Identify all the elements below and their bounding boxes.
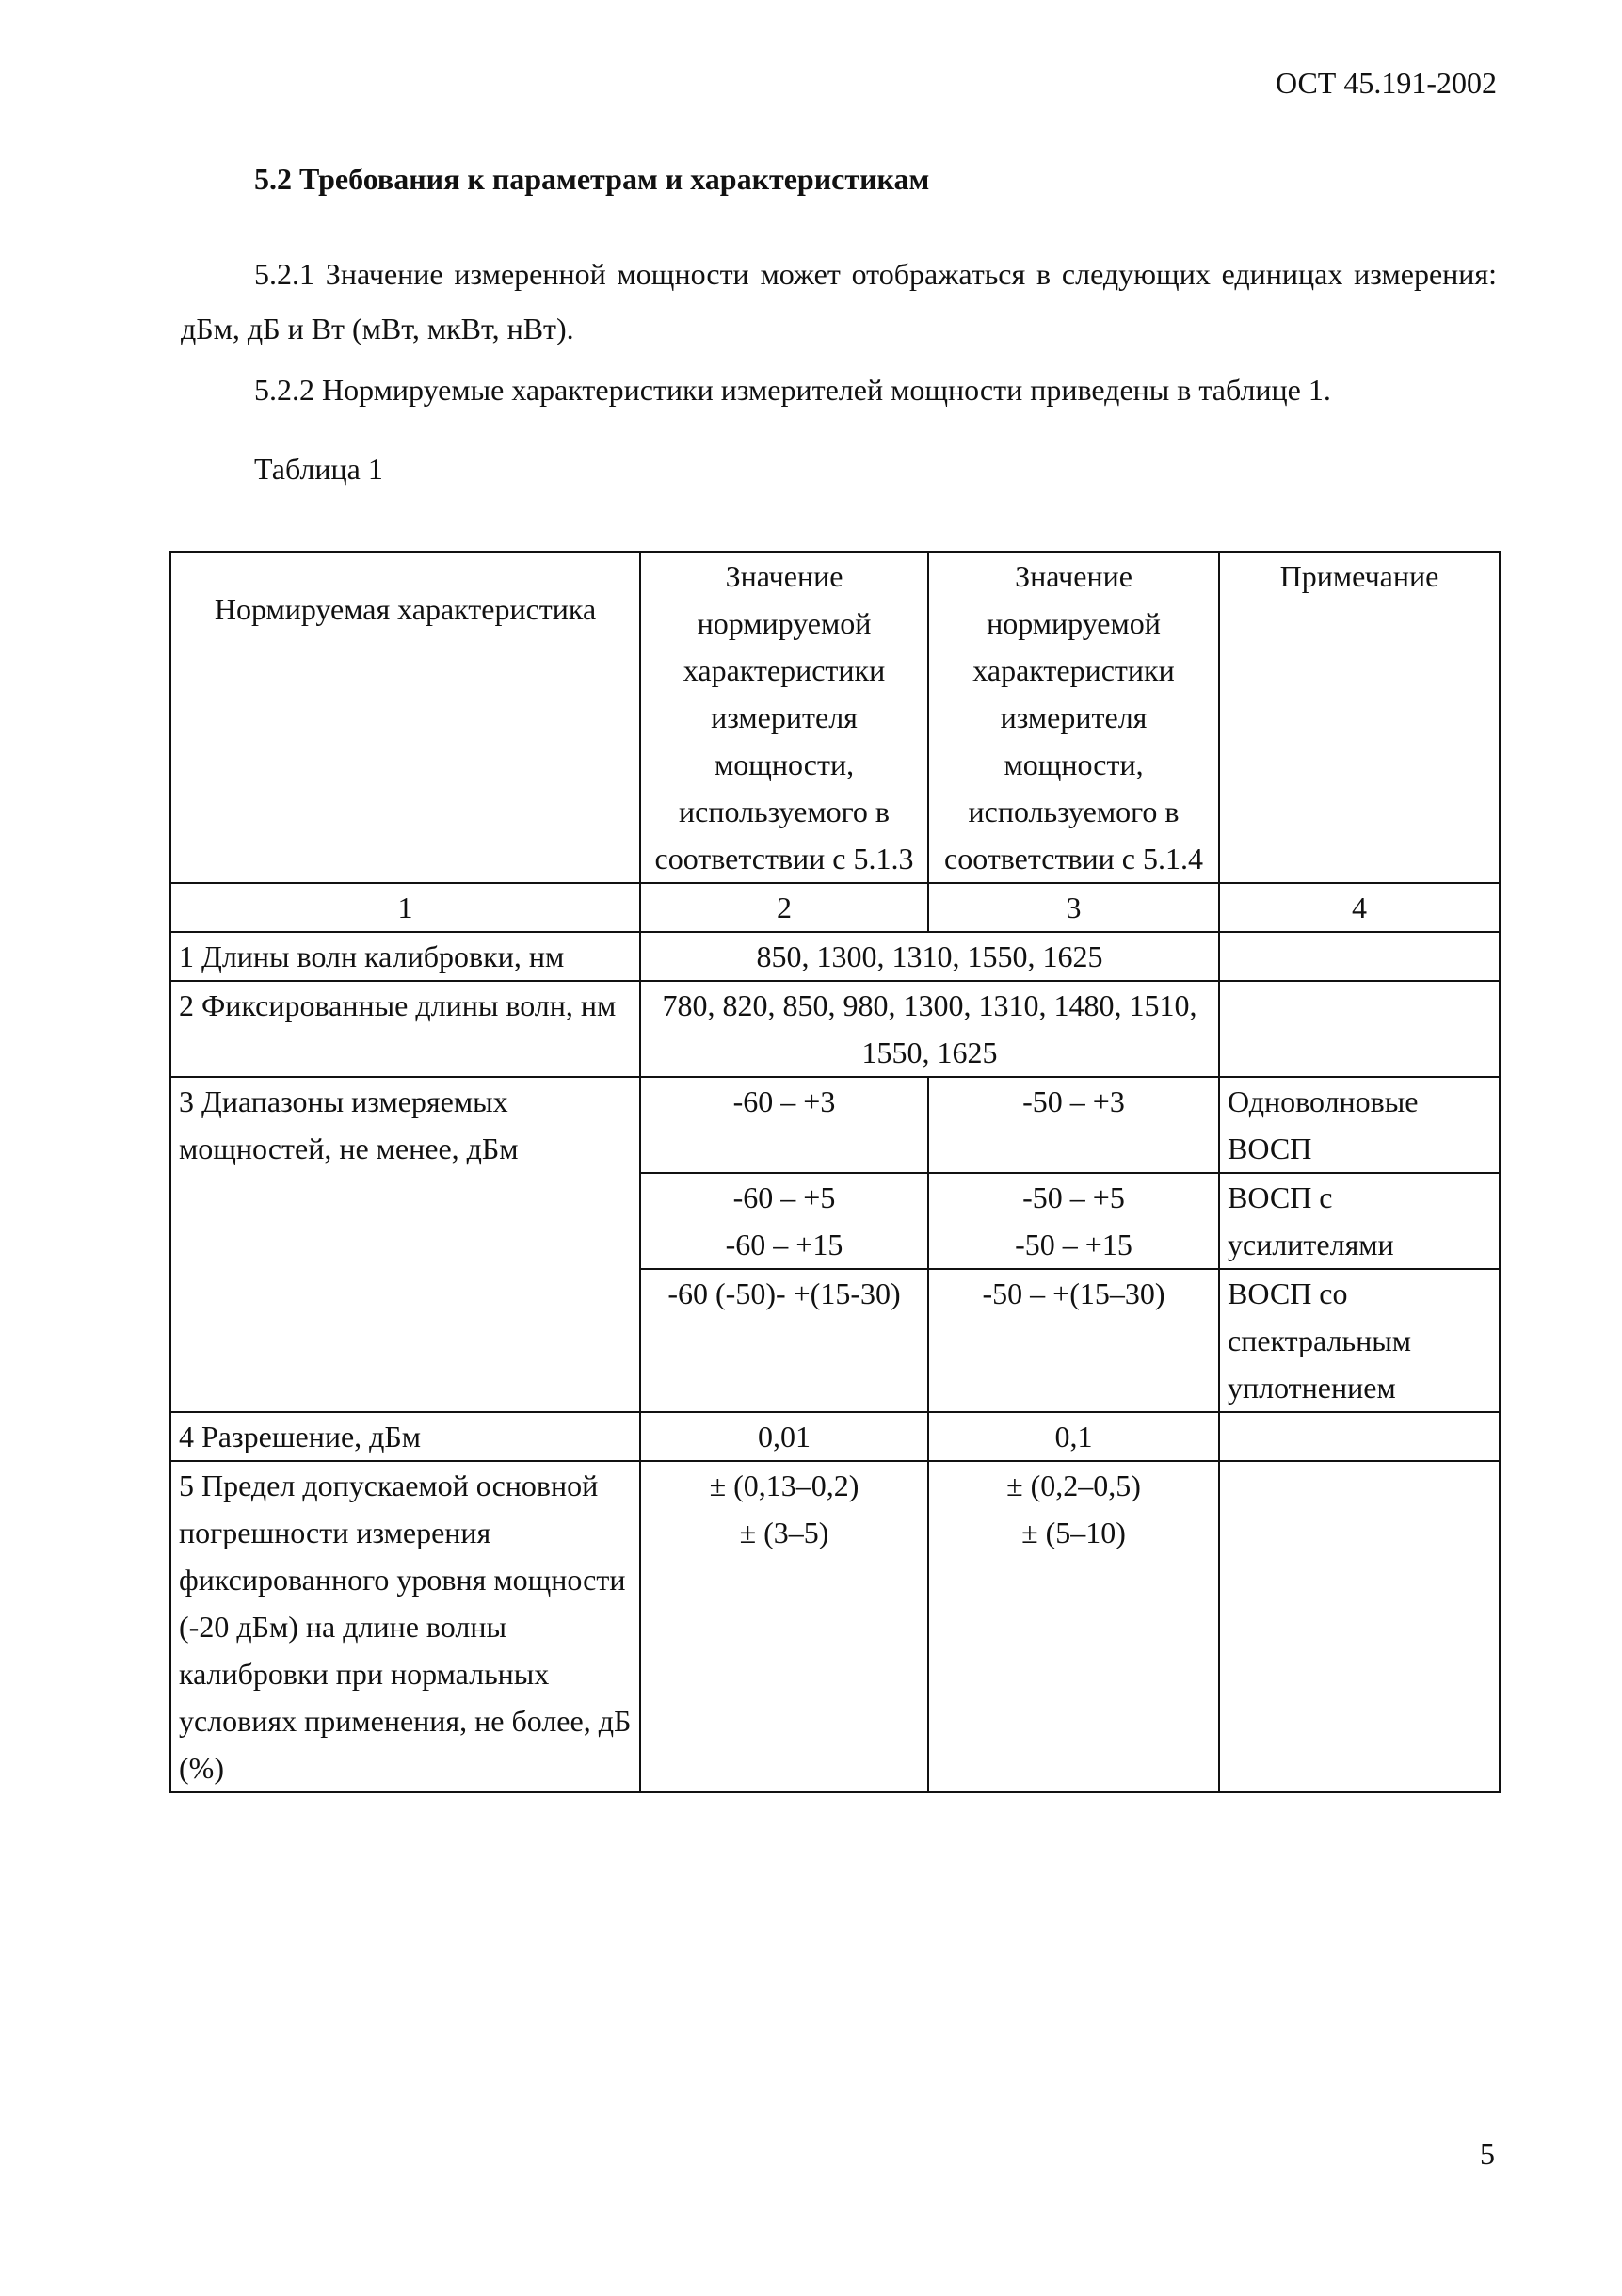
column-number-row: [170, 883, 1500, 932]
header-characteristic: Нормируемая характеристика: [170, 552, 640, 883]
row-label: 5 Предел допускаемой основной погрешности измерения фиксированного уровня мощности (-20 дБм) на длине волны калибровки при нормальных условиях применения, не более, дБ (%): [170, 1461, 640, 1792]
row-label: 4 Разрешение, дБм: [170, 1412, 640, 1461]
paragraph-5-2-2: 5.2.2 Нормируемые характеристики измерителей мощности приведены в таблице 1.: [254, 373, 1331, 407]
table-row: [170, 932, 1500, 981]
row-note: [1219, 1412, 1500, 1461]
resolution-5-1-3: 0,01: [640, 1412, 928, 1461]
range-value-5-1-3: -60 – +5 -60 – +15: [640, 1173, 928, 1269]
row-note: [1219, 981, 1500, 1077]
calibration-wavelengths: 850, 1300, 1310, 1550, 1625: [640, 932, 1219, 981]
range-value-5-1-3: -60 (-50)- +(15-30): [640, 1269, 928, 1412]
table-header-row: [170, 552, 1500, 883]
error-limit-5-1-3: ± (0,13–0,2) ± (3–5): [640, 1461, 928, 1792]
row-note: [1219, 932, 1500, 981]
row-label: 2 Фиксированные длины волн, нм: [170, 981, 640, 1077]
header-value-5-1-4: Значение нормируемой характеристики измерителя мощности, используемого в соответствии с 5.1.4: [928, 552, 1219, 883]
table-row: [170, 1412, 1500, 1461]
column-number: 4: [1219, 883, 1500, 932]
range-value-5-1-4: -50 – +(15–30): [928, 1269, 1219, 1412]
paragraph-5-2-1: 5.2.1 Значение измеренной мощности может отображаться в следующих единицах измерения: дБм, дБ и Вт (мВт, мкВт, нВт).: [181, 257, 1497, 345]
document-code: ОСТ 45.191-2002: [1275, 66, 1497, 100]
row-label: 1 Длины волн калибровки, нм: [170, 932, 640, 981]
resolution-5-1-4: 0,1: [928, 1412, 1219, 1461]
range-value-5-1-3: -60 – +3: [640, 1077, 928, 1173]
fixed-wavelengths: 780, 820, 850, 980, 1300, 1310, 1480, 1510, 1550, 1625: [640, 981, 1219, 1077]
table-caption: Таблица 1: [254, 452, 383, 486]
header-value-5-1-3: Значение нормируемой характеристики измерителя мощности, используемого в соответствии с 5.1.3: [640, 552, 928, 883]
section-heading: 5.2 Требования к параметрам и характеристикам: [254, 162, 930, 196]
range-note: Одноволновые ВОСП: [1219, 1077, 1500, 1173]
row-label: 3 Диапазоны измеряемых мощностей, не менее, дБм: [170, 1077, 640, 1412]
column-number: 1: [170, 883, 640, 932]
range-value-5-1-4: -50 – +3: [928, 1077, 1219, 1173]
spec-table: [169, 551, 1501, 1793]
column-number: 2: [640, 883, 928, 932]
table-row: [170, 1077, 1500, 1173]
table-row: [170, 1461, 1500, 1792]
column-number: 3: [928, 883, 1219, 932]
range-value-5-1-4: -50 – +5 -50 – +15: [928, 1173, 1219, 1269]
table-row: [170, 981, 1500, 1077]
page-number: 5: [1480, 2137, 1495, 2171]
error-limit-5-1-4: ± (0,2–0,5) ± (5–10): [928, 1461, 1219, 1792]
row-note: [1219, 1461, 1500, 1792]
header-note: Примечание: [1219, 552, 1500, 883]
range-note: ВОСП с усилителями: [1219, 1173, 1500, 1269]
range-note: ВОСП со спектральным уплотнением: [1219, 1269, 1500, 1412]
